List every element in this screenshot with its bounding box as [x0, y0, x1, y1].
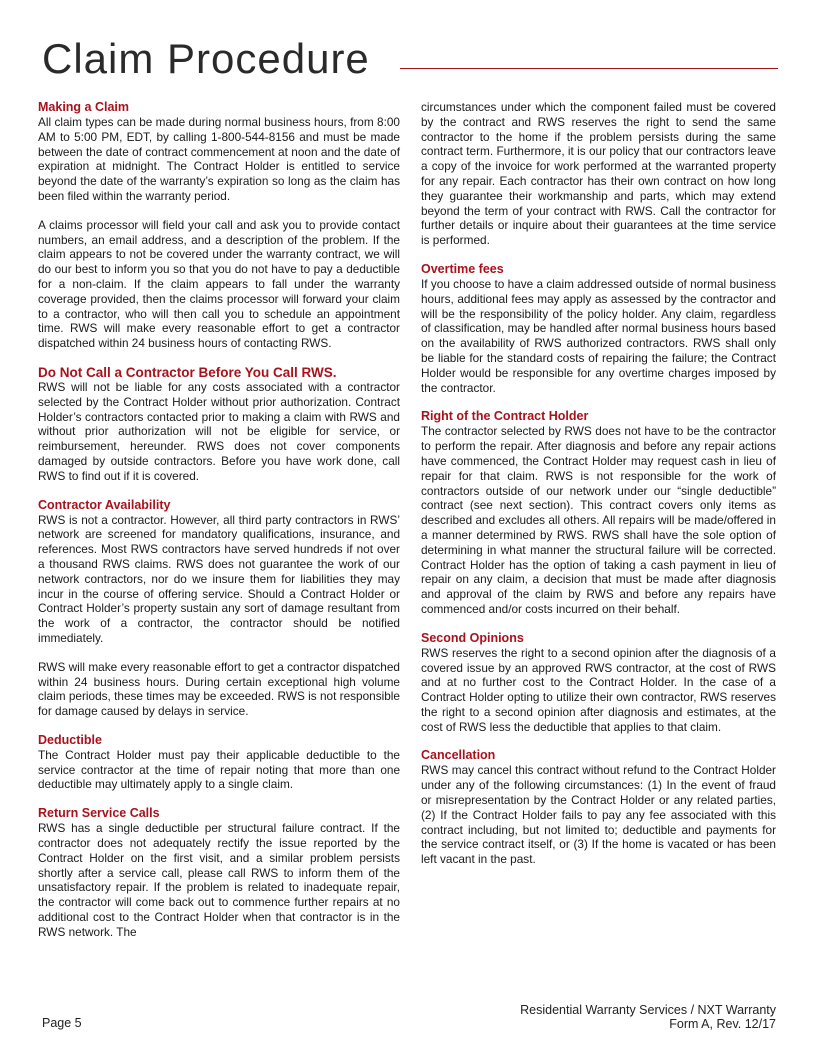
section-return-service-calls [38, 806, 400, 939]
footer-form: Form A, Rev. 12/17 [669, 1017, 776, 1031]
footer-info [520, 1003, 776, 1031]
section-paragraph: All claim types can be made during normal business hours, from 8:00 AM to 5:00 PM, EDT, by calling 1-800-544-8156 and must be made between the date of contract commencement at noon and the date of expiration at midnight. The Contract Holder is entitled to service beyond the date of the warranty’s expiration so long as the claim has been filed within the warranty period. [38, 115, 400, 203]
section-heading: Return Service Calls [38, 806, 160, 821]
page-title: Claim Procedure [42, 35, 370, 82]
section-heading: Right of the Contract Holder [421, 409, 589, 424]
section-heading: Second Opinions [421, 630, 524, 645]
right-column [421, 100, 776, 881]
left-column [38, 100, 400, 954]
footer-company: Residential Warranty Services / NXT Warranty [520, 1003, 776, 1017]
section-heading: Contractor Availability [38, 497, 171, 512]
section-do-not-call [38, 365, 400, 484]
continued-paragraph: circumstances under which the component failed must be covered by the contract and RWS reserves the right to send the same contractor to the home if the problem persists during the same contract term. Furthermore, it is our policy that our contractors leave a copy of the invoice for work performed at the warranted property for any repair. Each contractor has their own contract on how long they guarantee their workmanship and parts, which may extend beyond the term of your contract with RWS. Call the contractor for further details or inquire about their guarantees at the time service is performed. [421, 100, 776, 248]
section-paragraph: The Contract Holder must pay their applicable deductible to the service contractor at the time of repair noting that more than one deductible may ultimately apply to a single claim. [38, 747, 400, 792]
section-heading: Deductible [38, 732, 102, 747]
section-heading: Overtime fees [421, 261, 504, 276]
section-heading: Cancellation [421, 748, 496, 763]
section-making-a-claim [38, 100, 400, 351]
section-paragraph: RWS has a single deductible per structural failure contract. If the contractor does not adequately rectify the issue reported by the Contract Holder on the first visit, and a similar problem persists shortly after a service call, please call RWS to inform them of the unsatisfactory repair. If the problem is related to inadequate repair, the contractor will come back out to commence further repairs at no additional cost to the Contract Holder when that contractor is in the RWS network. The [38, 821, 400, 939]
section-paragraph: RWS will not be liable for any costs associated with a contractor selected by the Contract Holder without prior authorization. Contract Holder’s contractors contacted prior to making a claim with RWS and without prior authorization will not be eligible for service, or reimbursement, hereunder. RWS does not cover components damaged by outside contractors. Before you have work done, call RWS to find out if it is covered. [38, 379, 400, 483]
section-paragraph: If you choose to have a claim addressed outside of normal business hours, additional fees may apply as assessed by the contractor and will be the responsibility of the policy holder. Any claim, regardless of classification, may be handled after normal business hours based on the availability of RWS authorized contractors. RWS shall only be liable for the standard costs of repairing the failure; the Contract Holder would be responsible for any overtime charges imposed by the contractor. [421, 276, 776, 395]
section-right-of-contract-holder [421, 409, 776, 616]
section-second-opinions [421, 631, 776, 735]
section-paragraph: The contractor selected by RWS does not have to be the contractor to perform the repair. After diagnosis and before any repair actions have commenced, the Contract Holder may request cash in lieu of repair for that claim. RWS is not responsible for the work of contractors outside of our network under our “single deductible” contract (see next section). This contract covers only items as described and excludes all others. All repairs will be made/offered in a manner determined by RWS. RWS shall have the sole option of determining in what manner the structural failure will be corrected. Contract Holder has the option of taking a cash payment in lieu of repair on any claim, a decision that must be made after diagnosis and approval of the claim by RWS and before any repairs have commenced and/or costs incurred on their behalf. [421, 424, 776, 616]
section-overtime-fees [421, 262, 776, 395]
section-paragraph: RWS is not a contractor. However, all third party contractors in RWS’ network are screened for mandatory qualifications, insurance, and references. Most RWS contractors have served hundreds if not over a thousand RWS claims. RWS does not guarantee the work of our network contractors, nor do we insure them for liabilities they may incur in the course of offering service. Should a Contract Holder or Contract Holder’s property sustain any sort of damage resultant from the work of a contractor, the contractor should be notified immediately. [38, 512, 400, 645]
page-number: Page 5 [42, 1016, 82, 1030]
section-contractor-availability [38, 498, 400, 719]
section-heading: Making a Claim [38, 100, 129, 114]
section-heading: Do Not Call a Contractor Before You Call RWS. [38, 364, 337, 380]
section-paragraph: RWS reserves the right to a second opinion after the diagnosis of a covered issue by an approved RWS contractor, at the cost of RWS and at no further cost to the Contract Holder. In the case of a Contract Holder opting to utilize their own contractor, RWS reserves the right to a second opinion after diagnosis and estimates, at the cost of RWS less the deductible that applies to that claim. [421, 645, 776, 734]
section-paragraph: RWS will make every reasonable effort to get a contractor dispatched within 24 business hours. During certain exceptional high volume claim periods, these times may be exceeded. RWS is not responsible for damage caused by delays in service. [38, 659, 400, 719]
section-paragraph: RWS may cancel this contract without refund to the Contract Holder under any of the following circumstances: (1) In the event of fraud or misrepresentation by the Contract Holder or any related parties, (2) If the Contract Holder fails to pay any fee associated with this contract including, but not limited to; deductible and payments for the service contract itself, or (3) If the home is vacated or has been left vacant in the past. [421, 763, 776, 867]
section-paragraph: A claims processor will field your call and ask you to provide contact numbers, an email address, and a description of the problem. If the claim appears to not be covered under the warranty contract, we will do our best to inform you so that you do not have to pay a deductible for a non-claim. If the claim appears to fall under the warranty coverage provided, then the claims processor will forward your claim to a contractor, who will then call you to schedule an appointment time. RWS will make every reasonable effort to get a contractor dispatched within 24 business hours of contacting RWS. [38, 217, 400, 351]
title-divider [400, 68, 778, 69]
section-deductible [38, 733, 400, 792]
section-cancellation [421, 748, 776, 867]
